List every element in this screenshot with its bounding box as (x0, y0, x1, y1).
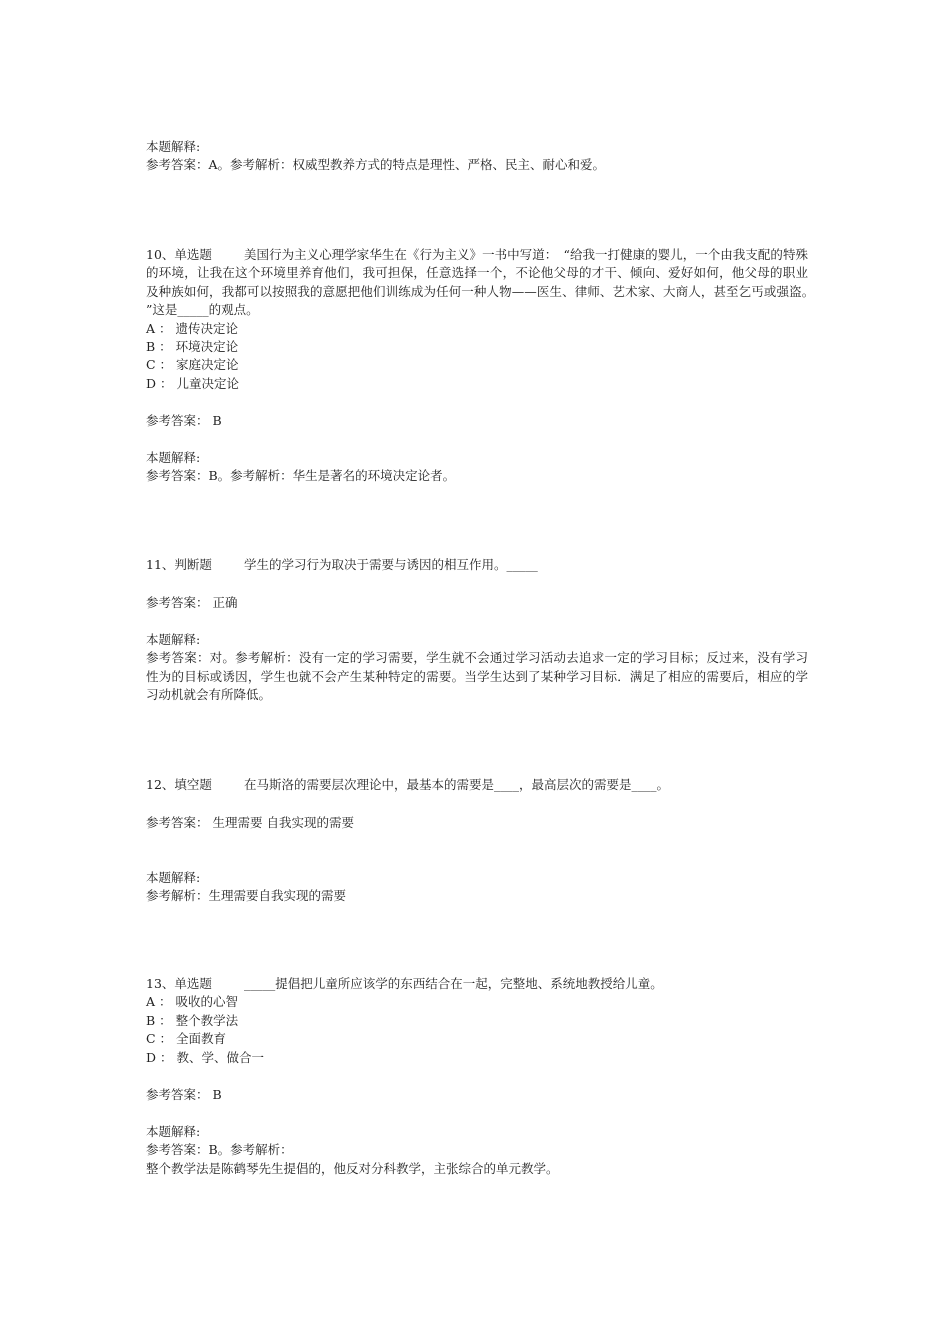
explanation-text: 参考答案：B。参考解析： (146, 1142, 293, 1158)
question-13 (146, 975, 808, 1067)
question-text: 美国行为主义心理学家华生在《行为主义》一书中写道： “给我一打健康的婴儿，一个由我支配的特殊的环境，让我在这个环境里养育他们，我可担保，任意选择一个，不论他父母的才干、倾向、爱好如何，他父母的职业及种族如何，我都可以按照我的意愿把他们训练成为任何一种人物——医生、律师、艺术家、大商人，甚至乞丐或强盗。 ”这是_____的观点。 (146, 247, 821, 318)
answer-text: 参考答案： 生理需要 自我实现的需要 (146, 815, 354, 830)
option-b: B ： 环境决定论 (146, 339, 239, 355)
explanation-text: 参考答案：对。参考解析：没有一定的学习需要，学生就不会通过学习活动去追求一定的学习目标；反过来，没有学习性为的目标或诱因，学生也就不会产生某种特定的需要。当学生达到了某种学习目标．满足了相应的需要后，相应的学习动机就会有所降低。 (146, 650, 808, 703)
question-text: 学生的学习行为取决于需要与诱因的相互作用。_____ (244, 557, 538, 572)
q11-answer (146, 594, 808, 612)
explanation-text: 参考答案：A。参考解析：权威型教养方式的特点是理性、严格、民主、耐心和爱。 (146, 157, 606, 173)
option-a: A ： 遗传决定论 (146, 320, 238, 336)
q13-explanation (146, 1123, 808, 1178)
q12-explanation (146, 869, 808, 906)
q9-explanation (146, 138, 808, 175)
question-type: 11、判断题 (146, 557, 212, 572)
question-stem (146, 246, 821, 320)
question-12 (146, 776, 808, 794)
question-stem (146, 556, 808, 574)
question-stem (146, 975, 808, 993)
explanation-label: 本题解释: (146, 139, 201, 154)
explanation-text: 参考解析：生理需要自我实现的需要 (146, 888, 347, 904)
explanation-detail: 整个教学法是陈鹤琴先生提倡的，他反对分科教学，主张综合的单元教学。 (146, 1160, 559, 1176)
question-type: 12、填空题 (146, 777, 212, 792)
answer-text: 参考答案： B (146, 413, 222, 428)
explanation-text: 参考答案：B。参考解析：华生是著名的环境决定论者。 (146, 468, 456, 484)
option-d: D ： 儿童决定论 (146, 375, 239, 391)
question-type: 10、单选题 (146, 247, 212, 262)
question-stem (146, 776, 808, 794)
question-10 (146, 246, 821, 393)
option-c: C ： 全面教育 (146, 1031, 227, 1047)
question-text: 在马斯洛的需要层次理论中，最基本的需要是____，最高层次的需要是____。 (244, 777, 670, 792)
q10-answer (146, 412, 808, 430)
explanation-label: 本题解释: (146, 870, 201, 885)
question-11 (146, 556, 808, 574)
q10-explanation (146, 449, 808, 486)
q11-explanation (146, 631, 808, 705)
explanation-label: 本题解释: (146, 450, 201, 465)
option-b: B ： 整个教学法 (146, 1012, 239, 1028)
q12-answer (146, 814, 808, 832)
answer-text: 参考答案： B (146, 1087, 222, 1102)
option-d: D ： 教、学、做合一 (146, 1049, 264, 1065)
option-a: A ： 吸收的心智 (146, 994, 238, 1010)
explanation-label: 本题解释: (146, 632, 201, 647)
q13-answer (146, 1086, 808, 1104)
answer-text: 参考答案： 正确 (146, 595, 238, 610)
option-c: C ： 家庭决定论 (146, 357, 239, 373)
explanation-label: 本题解释: (146, 1124, 201, 1139)
question-text: _____提倡把儿童所应该学的东西结合在一起，完整地、系统地教授给儿童。 (244, 976, 663, 991)
question-type: 13、单选题 (146, 976, 212, 991)
